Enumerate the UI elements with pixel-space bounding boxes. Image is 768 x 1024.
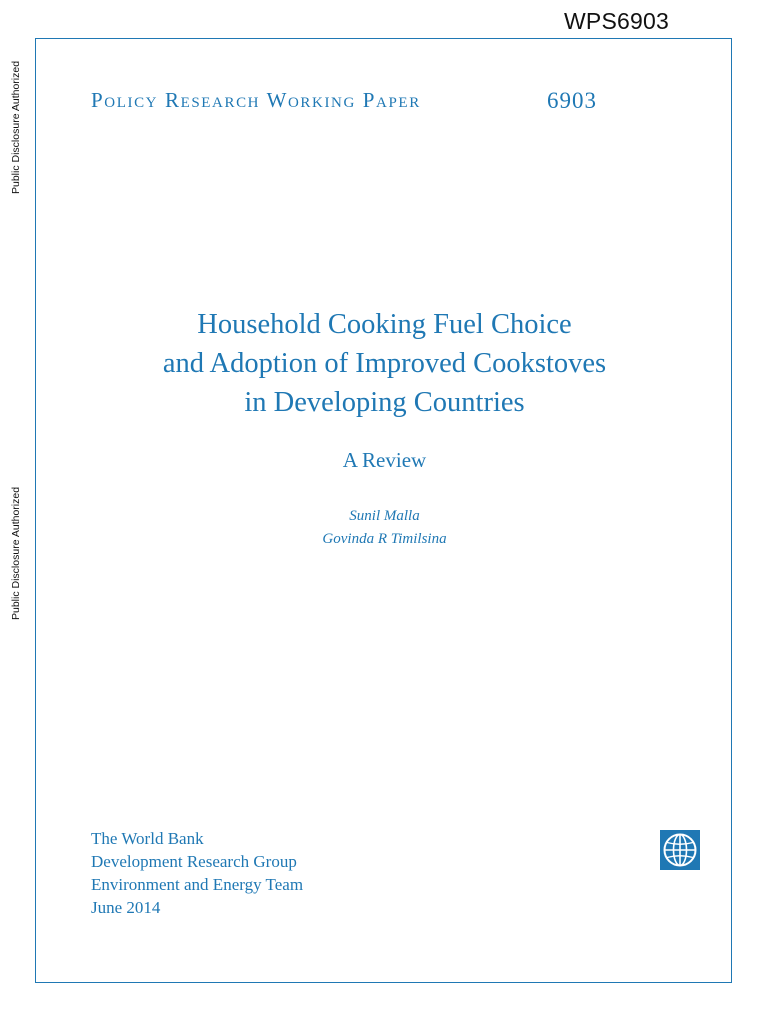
paper-number: 6903 (547, 88, 597, 113)
organization-line: The World Bank (91, 829, 204, 848)
author-list (36, 505, 733, 551)
title-line: in Developing Countries (244, 387, 525, 418)
author-name: Sunil Malla (349, 508, 420, 524)
organization-line: Environment and Energy Team (91, 875, 304, 894)
organization-line: Development Research Group (91, 852, 297, 871)
title-line: and Adoption of Improved Cookstoves (162, 348, 607, 379)
world-bank-globe-icon (660, 830, 700, 870)
document-id: WPS6903 (564, 8, 669, 34)
publication-date: June 2014 (91, 898, 161, 917)
paper-subtitle: A Review (342, 448, 427, 472)
paper-title (36, 305, 733, 422)
title-line: Household Cooking Fuel Choice (197, 309, 572, 340)
disclosure-label: Public Disclosure Authorized (10, 486, 22, 620)
author-name: Govinda R Timilsina (322, 531, 447, 547)
disclosure-label: Public Disclosure Authorized (10, 60, 22, 194)
series-title: Policy Research Working Paper (91, 88, 421, 112)
organization-block (91, 827, 303, 919)
